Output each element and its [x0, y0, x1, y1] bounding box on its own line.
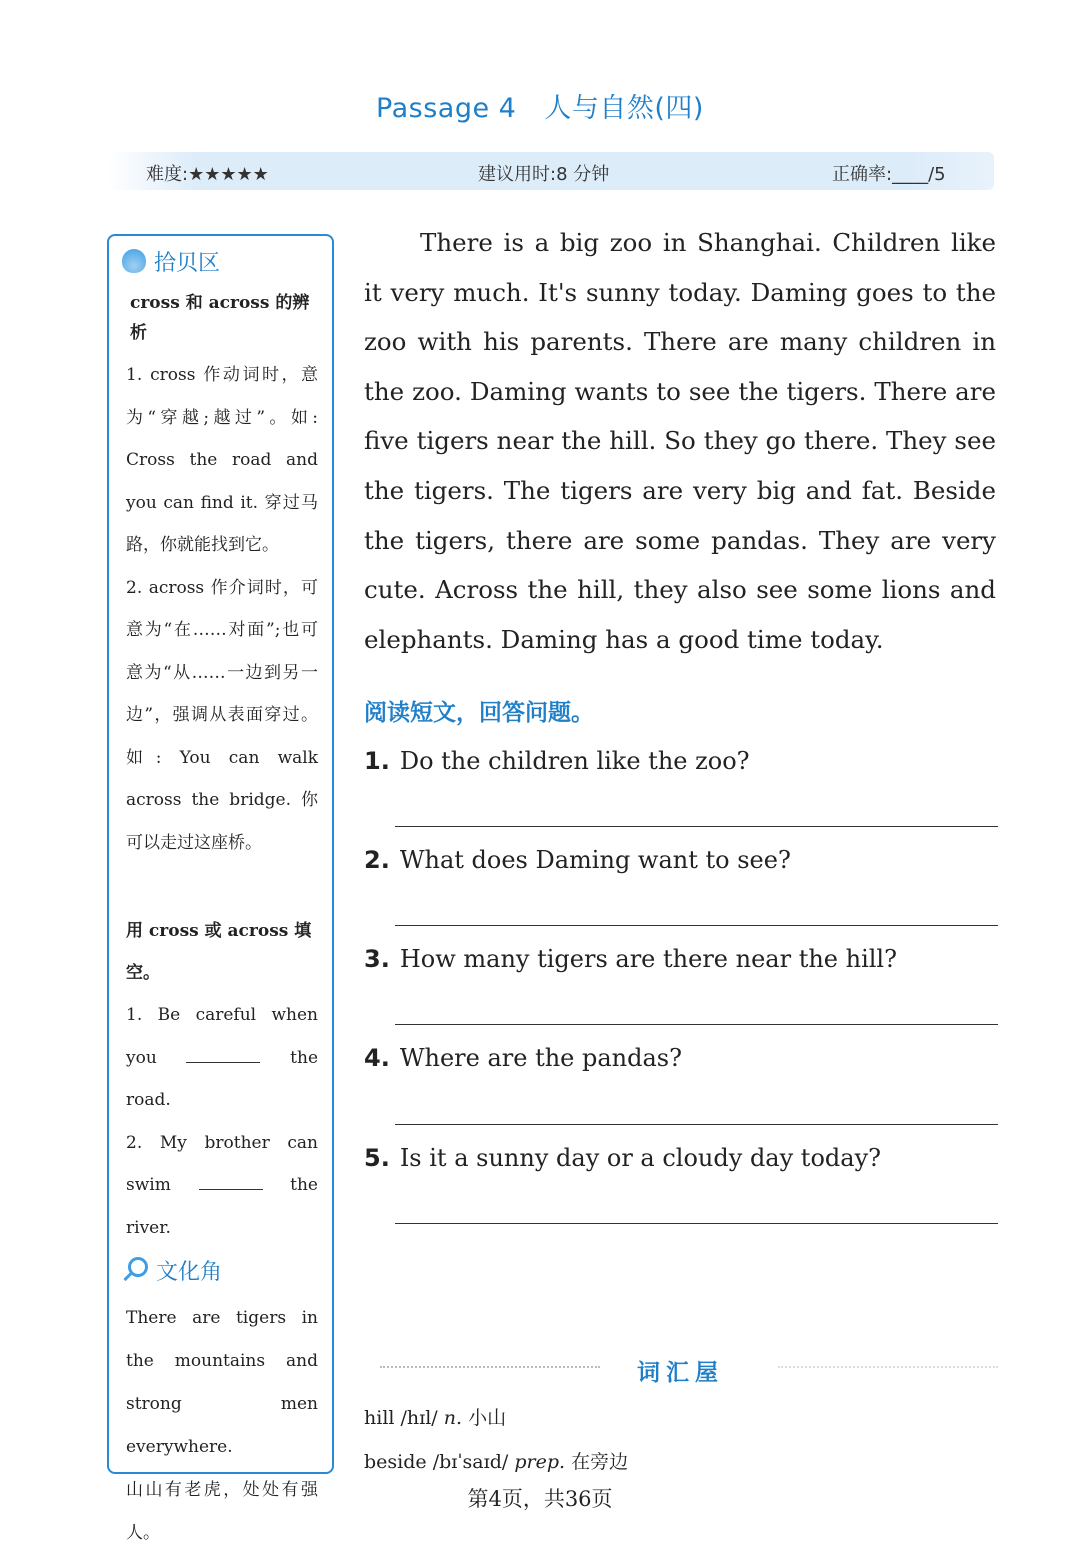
answer-line-5[interactable]	[395, 1223, 998, 1224]
question-number: 3.	[364, 945, 390, 973]
info-bar	[108, 152, 994, 190]
answer-line-2[interactable]	[395, 925, 998, 926]
exercise-title: 用 cross 或 across 填空。	[126, 921, 312, 983]
exercise-2-blank[interactable]	[199, 1172, 263, 1190]
vocab-phonetic: /hɪl/	[400, 1407, 438, 1429]
passage-number: Passage 4	[376, 93, 517, 124]
exercise-2-text-b: the river.	[126, 1175, 318, 1238]
culture-english: There are tigers in the mountains and strong men everywhere.	[126, 1308, 318, 1457]
question-text: What does Daming want to see?	[399, 846, 791, 874]
difficulty-rating: 难度:★★★★★	[146, 164, 269, 185]
grammar-note-across: 2. across 作介词时，可意为“在……对面”;也可意为“从……一边到另一边”，强调从表面穿过。如: You can walk across the bridge. 你可以走过这座桥。	[126, 577, 318, 853]
shell-section-title: 拾贝区	[154, 250, 221, 276]
culture-section-header	[122, 1253, 318, 1287]
exercise-1-text-a: 1. Be careful when you	[126, 1005, 318, 1068]
answer-line-3[interactable]	[395, 1024, 998, 1025]
vocab-pos: n.	[443, 1407, 463, 1429]
vocab-title: 词汇屋	[637, 1360, 724, 1386]
question-number: 2.	[364, 846, 390, 874]
question-text: Do the children like the zoo?	[399, 747, 750, 775]
vocab-meaning: 在旁边	[571, 1451, 629, 1473]
question-text: Where are the pandas?	[399, 1044, 682, 1072]
sidebar-panel	[107, 234, 334, 1543]
vocab-item-hill	[364, 1403, 506, 1430]
culture-section-title: 文化角	[156, 1259, 223, 1285]
divider	[380, 1366, 600, 1368]
question-5	[364, 1144, 881, 1172]
suggested-time: 建议用时:8 分钟	[478, 164, 610, 185]
vocab-meaning: 小山	[468, 1407, 507, 1429]
passage-topic: 人与自然(四)	[544, 93, 704, 124]
page-footer: 第4页，共36页	[467, 1487, 613, 1511]
answer-line-1[interactable]	[395, 826, 998, 827]
vocab-word: beside	[364, 1451, 427, 1473]
vocab-pos: prep.	[514, 1451, 566, 1473]
page-title	[0, 86, 1080, 125]
divider	[778, 1366, 998, 1368]
vocab-word: hill	[364, 1407, 395, 1429]
exercise-1-blank[interactable]	[186, 1045, 260, 1063]
grammar-note-cross: 1. cross 作动词时，意为“穿越;越过”。如: Cross the road and you can find it. 穿过马路，你就能找到它。	[126, 365, 318, 555]
grammar-subtitle: cross 和 across 的辨析	[130, 293, 310, 343]
culture-chinese: 山山有老虎，处处有强人。	[126, 1480, 318, 1543]
shell-icon	[122, 249, 146, 273]
question-number: 1.	[364, 747, 390, 775]
question-4	[364, 1044, 682, 1072]
exercise-1-text-b: the road.	[126, 1047, 319, 1110]
reading-passage: There is a big zoo in Shanghai. Children like it very much. It's sunny today. Daming goes to the zoo with his parents. There are many children in the zoo. Daming wants to see the tigers. There are five tigers near the hill. So they go there. They see the tigers. The tigers are very big and fat. Beside the tigers, there are some pandas. They are very cute. Across the hill, they also see some lions and elephants. Daming has a good time today.	[364, 228, 996, 654]
exercise-item-1	[126, 994, 318, 1122]
answer-line-4[interactable]	[395, 1124, 998, 1125]
question-number: 4.	[364, 1044, 390, 1072]
question-text: Is it a sunny day or a cloudy day today?	[399, 1144, 881, 1172]
vocab-item-beside	[364, 1447, 628, 1474]
exercise-item-2	[126, 1122, 318, 1250]
magnifier-icon	[122, 1255, 150, 1285]
question-instruction: 阅读短文，回答问题。	[364, 700, 594, 726]
question-text: How many tigers are there near the hill?	[399, 945, 897, 973]
vocab-header	[380, 1354, 1000, 1388]
question-number: 5.	[364, 1144, 390, 1172]
question-2	[364, 846, 791, 874]
question-1	[364, 747, 750, 775]
accuracy-score: 正确率:____/5	[832, 164, 946, 185]
exercise-2-text-a: 2. My brother can swim	[126, 1132, 318, 1195]
shell-section-header	[122, 244, 318, 278]
question-3	[364, 945, 897, 973]
vocab-phonetic: /bɪˈsaɪd/	[432, 1451, 509, 1473]
